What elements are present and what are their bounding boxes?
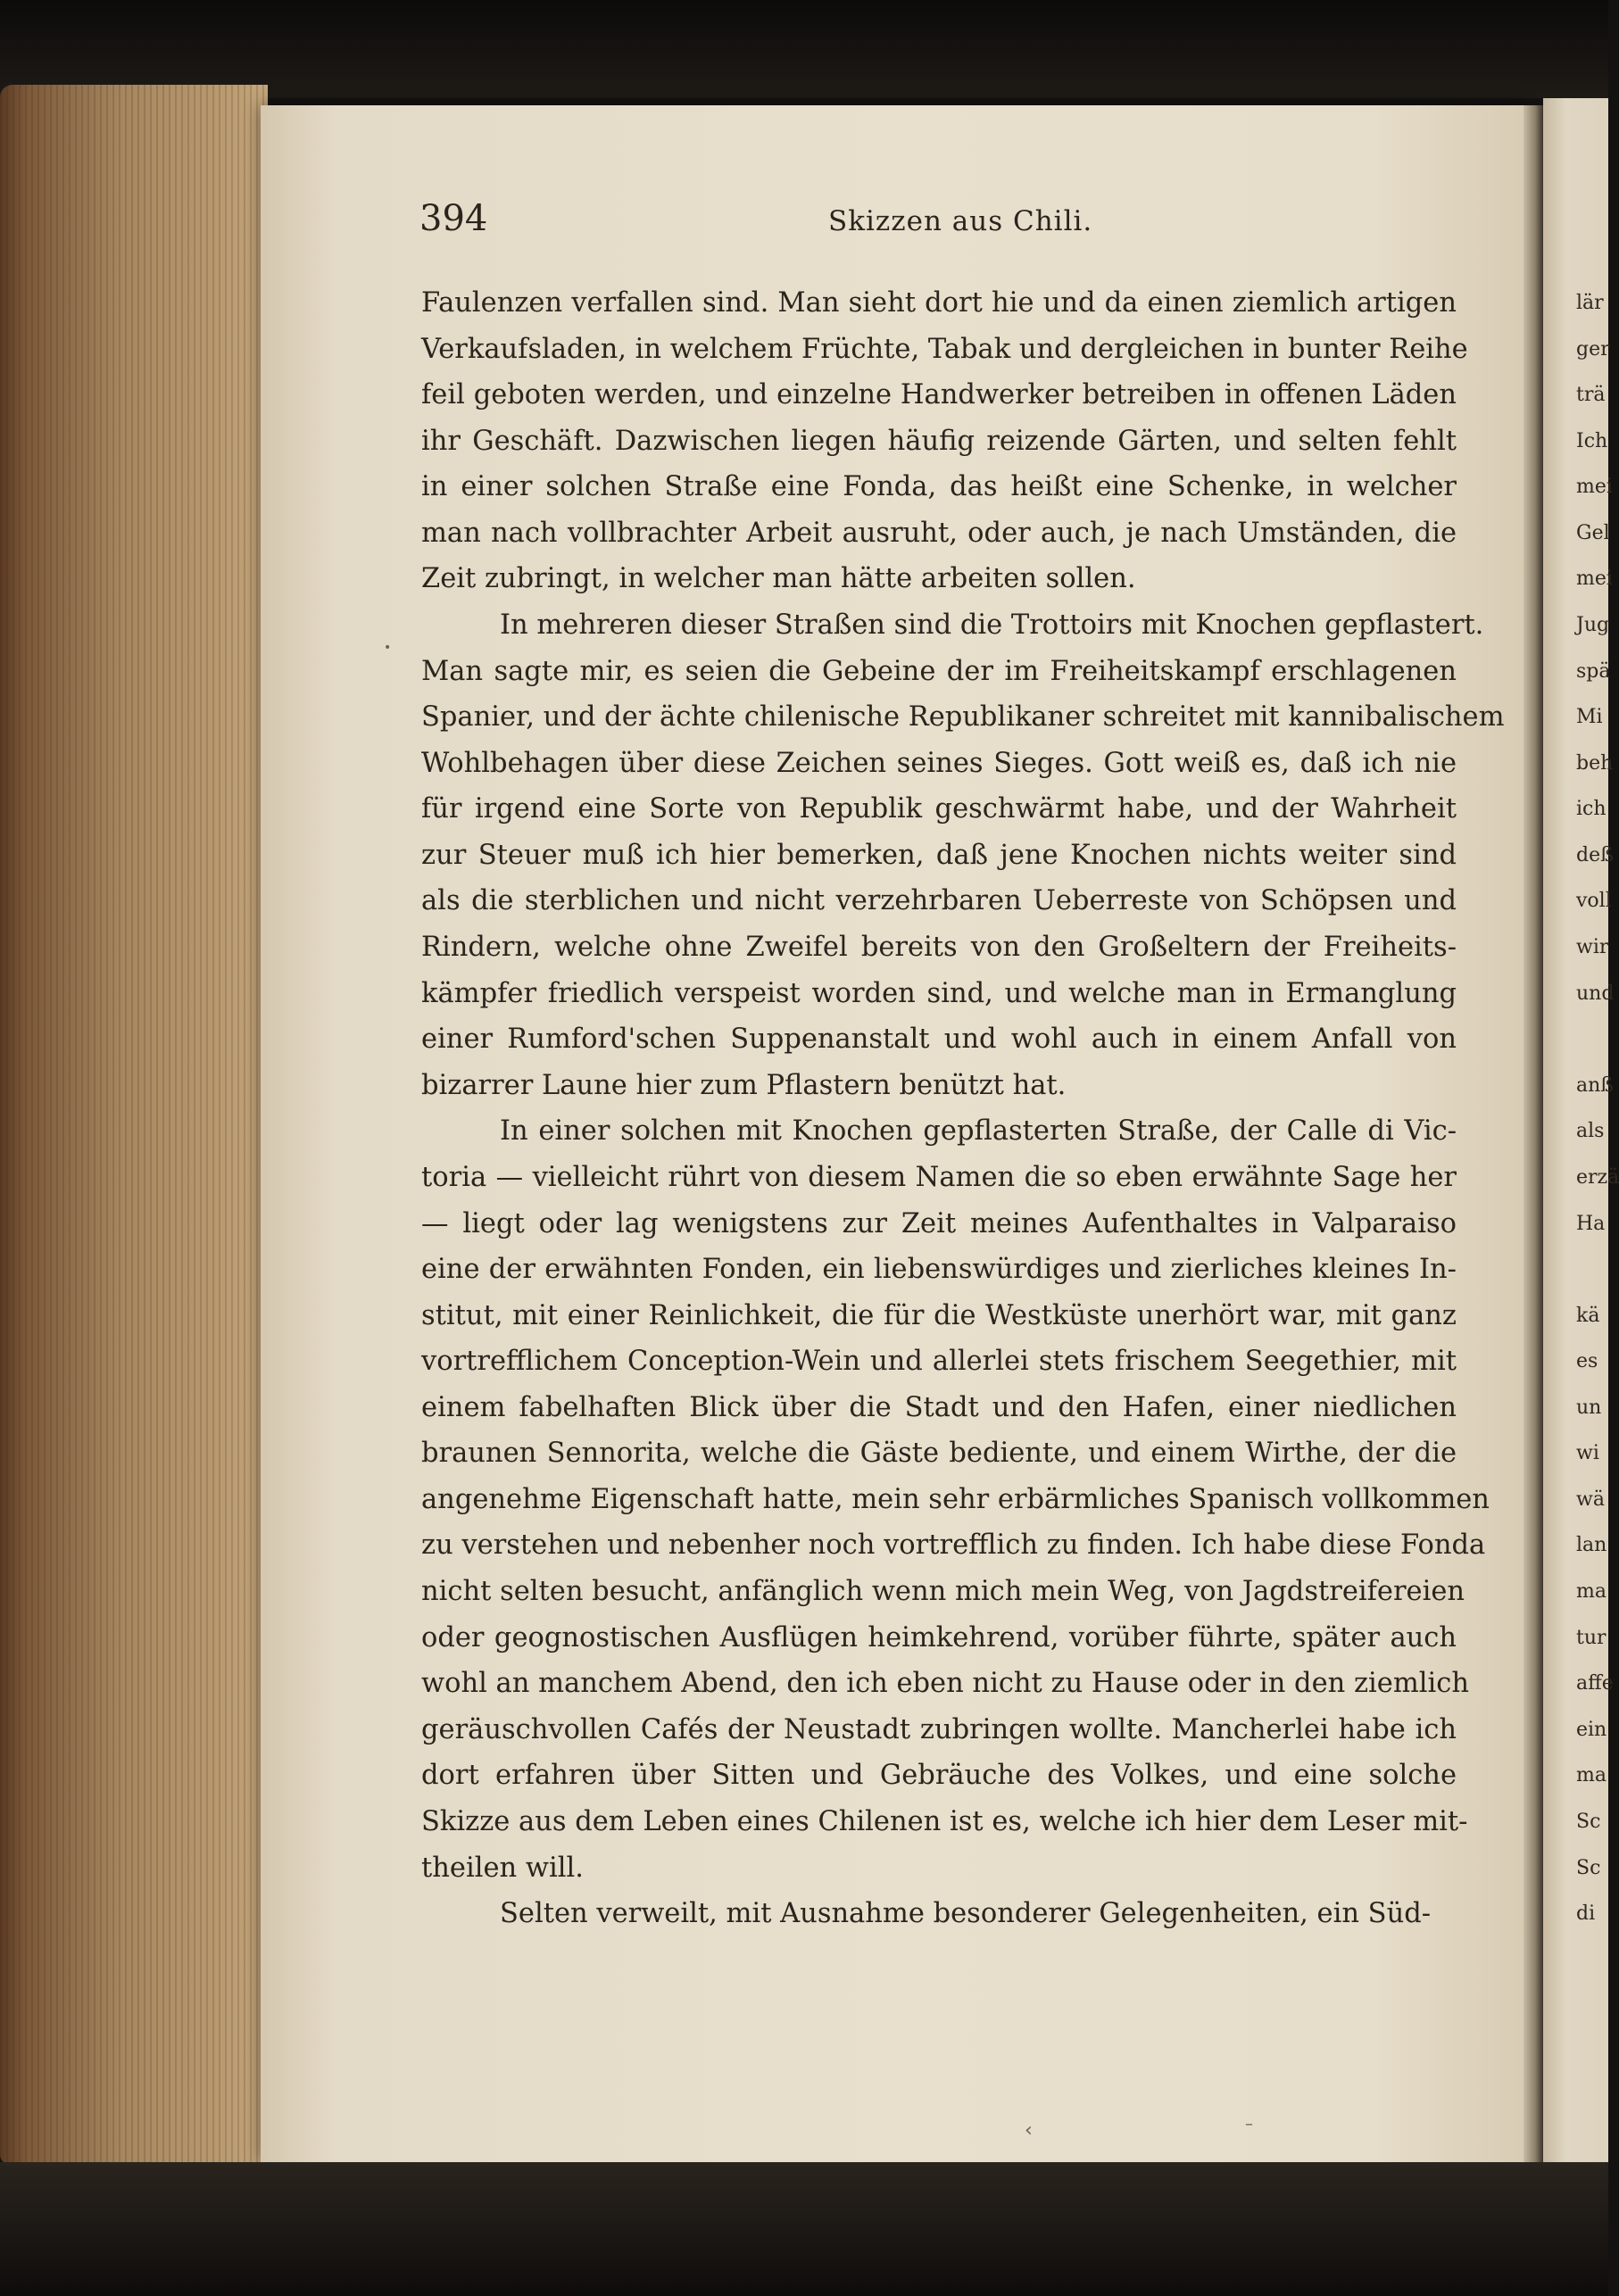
facing-page-fragment: mei bbox=[1576, 568, 1613, 590]
text-line: Verkaufsladen, in welchem Früchte, Tabak und dergleichen in bunter Reihe bbox=[421, 334, 1468, 365]
pencil-dash: – bbox=[1245, 2115, 1253, 2134]
facing-page-fragment: Sc bbox=[1576, 1857, 1601, 1879]
facing-page-fragment: trä bbox=[1576, 384, 1606, 406]
text-line: man nach vollbrachter Arbeit ausruht, oder auch, je nach Umständen, die bbox=[421, 518, 1457, 549]
pencil-mark: ‹ bbox=[1025, 2119, 1033, 2142]
page-block-edge bbox=[0, 85, 268, 2164]
text-line: als die sterblichen und nicht verzehrbaren Ueberreste von Schöpsen und bbox=[421, 885, 1457, 916]
text-line: Rindern, welche ohne Zweifel bereits von den Großeltern der Freiheits- bbox=[421, 932, 1457, 963]
text-line: oder geognostischen Ausflügen heimkehrend, vorüber führte, später auch bbox=[421, 1622, 1457, 1654]
facing-page-fragment: es bbox=[1576, 1350, 1598, 1372]
text-line: Zeit zubringt, in welcher man hätte arbeiten sollen. bbox=[421, 563, 1136, 594]
facing-page-fragment: di bbox=[1576, 1902, 1596, 1925]
facing-page-fragment: Mi bbox=[1576, 706, 1603, 728]
text-line: zur Steuer muß ich hier bemerken, daß jene Knochen nichts weiter sind bbox=[421, 840, 1457, 871]
facing-page-fragment: wä bbox=[1576, 1488, 1605, 1511]
facing-page-fragment: beh bbox=[1576, 752, 1614, 775]
text-line: — liegt oder lag wenigstens zur Zeit meines Aufenthaltes in Valparaiso bbox=[421, 1208, 1457, 1239]
facing-page-fragment: affe bbox=[1576, 1672, 1614, 1695]
facing-page-fragment: anß bbox=[1576, 1074, 1614, 1097]
text-line: kämpfer friedlich verspeist worden sind, und welche man in Ermanglung bbox=[421, 978, 1457, 1009]
text-line: ihr Geschäft. Dazwischen liegen häufig reizende Gärten, und selten fehlt bbox=[421, 426, 1457, 457]
text-line: eine der erwähnten Fonden, ein liebenswürdiges und zierliches kleines In- bbox=[421, 1254, 1457, 1285]
facing-page-fragment: wir bbox=[1576, 936, 1609, 958]
text-line: In mehreren dieser Straßen sind die Trottoirs mit Knochen gepflastert. bbox=[500, 609, 1484, 641]
text-line: Skizze aus dem Leben eines Chilenen ist es, welche ich hier dem Leser mit- bbox=[421, 1806, 1468, 1837]
facing-page-fragment: Jug bbox=[1576, 614, 1610, 636]
facing-page-fragment: ein bbox=[1576, 1719, 1607, 1741]
facing-page-fragment: tur bbox=[1576, 1627, 1607, 1649]
text-line: bizarrer Laune hier zum Pflastern benützt hat. bbox=[421, 1070, 1067, 1101]
text-line: zu verstehen und nebenher noch vortrefflich zu finden. Ich habe diese Fonda bbox=[421, 1529, 1486, 1561]
facing-page-fragment: Ha bbox=[1576, 1213, 1606, 1235]
facing-page-fragment: deß bbox=[1576, 844, 1614, 866]
facing-page-fragment: mei bbox=[1576, 476, 1613, 498]
text-line: toria — vielleicht rührt von diesem Namen die so eben erwähnte Sage her bbox=[421, 1162, 1457, 1193]
text-line: Man sagte mir, es seien die Gebeine der im Freiheitskampf erschlagenen bbox=[421, 656, 1457, 687]
text-line: vortrefflichem Conception-Wein und allerlei stets frischem Seegethier, mit bbox=[421, 1346, 1457, 1377]
text-line: geräuschvollen Cafés der Neustadt zubringen wollte. Mancherlei habe ich bbox=[421, 1714, 1457, 1745]
text-line: dort erfahren über Sitten und Gebräuche des Volkes, und eine solche bbox=[421, 1760, 1457, 1791]
facing-page-fragment: kä bbox=[1576, 1305, 1600, 1327]
text-line: für irgend eine Sorte von Republik geschwärmt habe, und der Wahrheit bbox=[421, 793, 1457, 825]
text-line: in einer solchen Straße eine Fonda, das heißt eine Schenke, in welcher bbox=[421, 471, 1457, 502]
text-line: einem fabelhaften Blick über die Stadt und den Hafen, einer niedlichen bbox=[421, 1392, 1457, 1423]
facing-page-fragment: Ich bbox=[1576, 430, 1608, 452]
facing-page-fragment: als bbox=[1576, 1120, 1605, 1142]
facing-page-fragment: ger bbox=[1576, 338, 1610, 361]
text-line: theilen will. bbox=[421, 1853, 584, 1884]
facing-page-fragment: ma bbox=[1576, 1580, 1607, 1603]
facing-page-fragment: und bbox=[1576, 982, 1615, 1005]
facing-page-fragment: Sc bbox=[1576, 1811, 1601, 1833]
page-number: 394 bbox=[419, 198, 488, 239]
facing-page-fragment: erzä bbox=[1576, 1166, 1619, 1189]
text-line: stitut, mit einer Reinlichkeit, die für die Westküste unerhört war, mit ganz bbox=[421, 1300, 1457, 1331]
text-line: Wohlbehagen über diese Zeichen seines Sieges. Gott weiß es, daß ich nie bbox=[421, 748, 1457, 779]
text-line: In einer solchen mit Knochen gepflasterten Straße, der Calle di Vic- bbox=[500, 1115, 1457, 1147]
text-line: braunen Sennorita, welche die Gäste bediente, und einem Wirthe, der die bbox=[421, 1438, 1457, 1469]
facing-page-fragment: Gel bbox=[1576, 522, 1610, 544]
text-line: Selten verweilt, mit Ausnahme besonderer Gelegenheiten, ein Süd- bbox=[500, 1898, 1432, 1929]
text-line: wohl an manchem Abend, den ich eben nicht zu Hause oder in den ziemlich bbox=[421, 1668, 1469, 1699]
text-line: einer Rumford'schen Suppenanstalt und wohl auch in einem Anfall von bbox=[421, 1024, 1457, 1055]
text-line: Faulenzen verfallen sind. Man sieht dort hie und da einen ziemlich artigen bbox=[421, 287, 1457, 319]
facing-page-fragment: ich bbox=[1576, 798, 1607, 820]
facing-page-fragment: lan bbox=[1576, 1534, 1607, 1556]
gutter-shadow bbox=[1524, 105, 1543, 2162]
facing-page-fragment: lär bbox=[1576, 292, 1604, 314]
facing-page-fragment: un bbox=[1576, 1397, 1602, 1419]
bottom-shadow bbox=[0, 2162, 1608, 2296]
running-head: Skizzen aus Chili. bbox=[828, 205, 1093, 237]
facing-page-fragment: spä bbox=[1576, 660, 1611, 683]
facing-page-fragment: ma bbox=[1576, 1764, 1607, 1786]
text-line: nicht selten besucht, anfänglich wenn mich mein Weg, von Jagdstreifereien bbox=[421, 1576, 1465, 1607]
text-line: Spanier, und der ächte chilenische Republikaner schreitet mit kannibalischem bbox=[421, 701, 1505, 733]
top-shadow bbox=[0, 0, 1608, 98]
text-line: angenehme Eigenschaft hatte, mein sehr erbärmliches Spanisch vollkommen bbox=[421, 1484, 1490, 1515]
text-line: feil geboten werden, und einzelne Handwerker betreiben in offenen Läden bbox=[421, 379, 1457, 410]
margin-dot: • bbox=[384, 641, 392, 655]
facing-page-fragment: voll bbox=[1576, 890, 1612, 912]
facing-page-fragment: wi bbox=[1576, 1442, 1599, 1464]
